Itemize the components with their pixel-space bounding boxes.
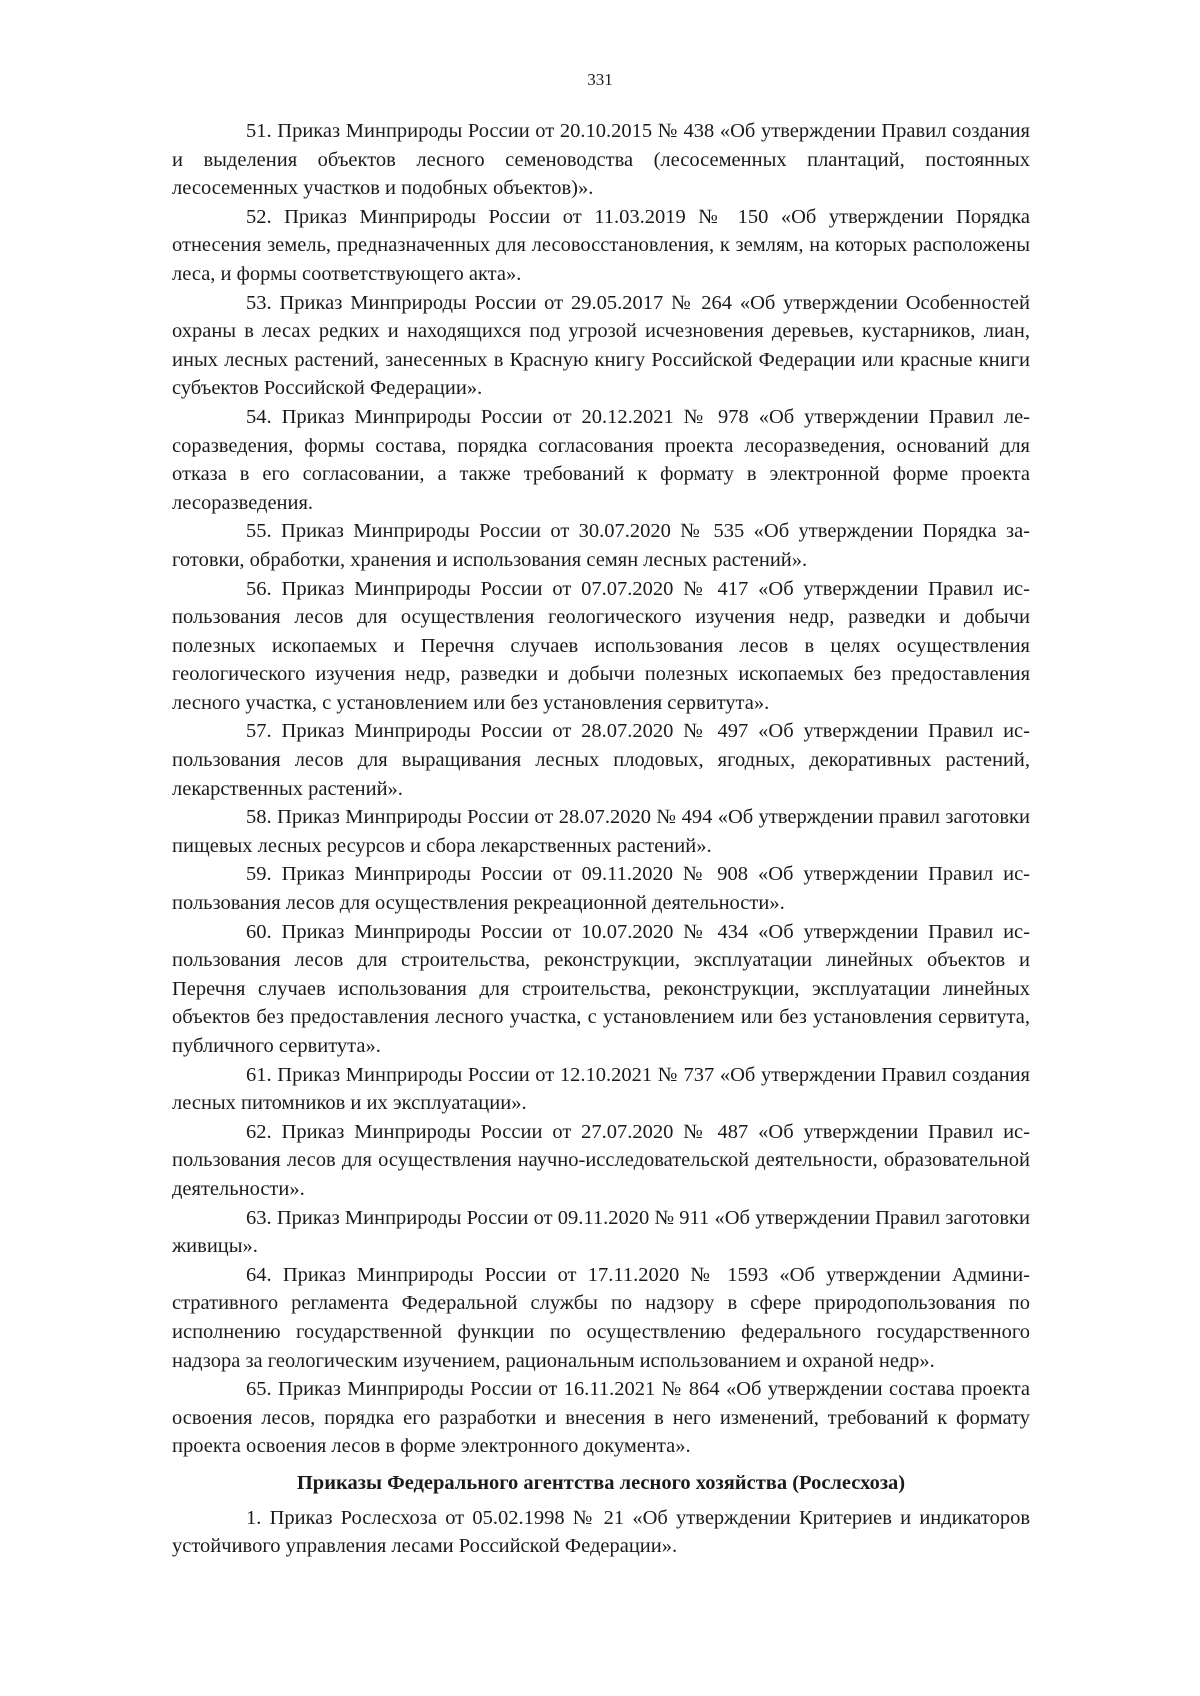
- section-heading: Приказы Федерального агентства лесного хозяйства (Рослесхоза): [296, 1471, 906, 1494]
- list-item: 55. Приказ Минприроды России от 30.07.2020 № 535 «Об утверждении Порядка заготовки, обработки, хранения и использования семян лесных растений».: [172, 520, 1030, 571]
- list-item: 56. Приказ Минприроды России от 07.07.2020 № 417 «Об утверждении Правил использования лесов для осуществления геологического изучения недр, разведки и добычи полезных ископаемых и Перечня случаев использования лесов в целях осуществления геологического изучения недр, разведки и добычи полезных ископаемых без предоставления лесного участка, с установлением или без установления сервитута».: [172, 577, 1030, 714]
- list-item: 52. Приказ Минприроды России от 11.03.2019 № 150 «Об утверждении Порядка отнесения земель, предназначенных для лесовосстановления, к землям, на которых расположены леса, и формы соответствующего акта».: [172, 205, 1030, 285]
- list-item: 1. Приказ Рослесхоза от 05.02.1998 № 21 «Об утверждении Критериев и индикаторов устойчивого управления лесами Российской Федерации».: [172, 1506, 1030, 1558]
- list-item: 58. Приказ Минприроды России от 28.07.2020 № 494 «Об утверждении правил заготовки пищевых лесных ресурсов и сбора лекарственных растений».: [172, 806, 1030, 857]
- list-item: 62. Приказ Минприроды России от 27.07.2020 № 487 «Об утверждении Правил использования лесов для осуществления научно-исследовательской деятельности, образовательной деятельности».: [172, 1120, 1030, 1200]
- list-item: 54. Приказ Минприроды России от 20.12.2021 № 978 «Об утверждении Правил лесоразведения, формы состава, порядка согласования проекта лесоразведения, оснований для отказа в его согласовании, а также требований к формату в электронной форме проекта лесоразведения.: [172, 405, 1030, 514]
- document-body: [172, 117, 1030, 1561]
- list-item: 65. Приказ Минприроды России от 16.11.2021 № 864 «Об утверждении состава проекта освоения лесов, порядка его разработки и внесения в него изменений, требований к формату проекта освоения лесов в форме электронного документа».: [172, 1378, 1030, 1458]
- page-number: 331: [587, 70, 613, 89]
- list-item: 51. Приказ Минприроды России от 20.10.2015 № 438 «Об утверждении Правил создания и выделения объектов лесного семеноводства (лесосеменных плантаций, постоянных лесосеменных участков и подобных объектов)».: [172, 120, 1030, 200]
- list-item: 61. Приказ Минприроды России от 12.10.2021 № 737 «Об утверждении Правил создания лесных питомников и их эксплуатации».: [172, 1063, 1030, 1115]
- list-item: 53. Приказ Минприроды России от 29.05.2017 № 264 «Об утверждении Особенностей охраны в лесах редких и находящихся под угрозой исчезновения деревьев, кустарников, лиан, иных лесных растений, занесенных в Красную книгу Российской Федерации или красные книги субъектов Российской Федерации».: [172, 291, 1030, 400]
- list-item: 63. Приказ Минприроды России от 09.11.2020 № 911 «Об утверждении Правил заготовки живицы».: [172, 1206, 1030, 1258]
- list-item: 60. Приказ Минприроды России от 10.07.2020 № 434 «Об утверждении Правил использования лесов для строительства, реконструкции, эксплуатации линейных объектов и Перечня случаев использования для строительства, реконструкции, эксплуатации линейных объектов без предоставления лесного участка, с установлением или без установления сервитута, публичного сервитута».: [172, 920, 1030, 1057]
- list-item: 57. Приказ Минприроды России от 28.07.2020 № 497 «Об утверждении Правил использования лесов для выращивания лесных плодовых, ягодных, декоративных растений, лекарственных растений».: [172, 720, 1030, 800]
- list-item: 64. Приказ Минприроды России от 17.11.2020 № 1593 «Об утверждении Административного регламента Федеральной службы по надзору в сфере природопользования по исполнению государственной функции по осуществлению федерального государственного надзора за геологическим изучением, рациональным использованием и охраной недр».: [172, 1263, 1030, 1372]
- list-item: 59. Приказ Минприроды России от 09.11.2020 № 908 «Об утверждении Правил использования лесов для осуществления рекреационной деятельности».: [172, 863, 1030, 915]
